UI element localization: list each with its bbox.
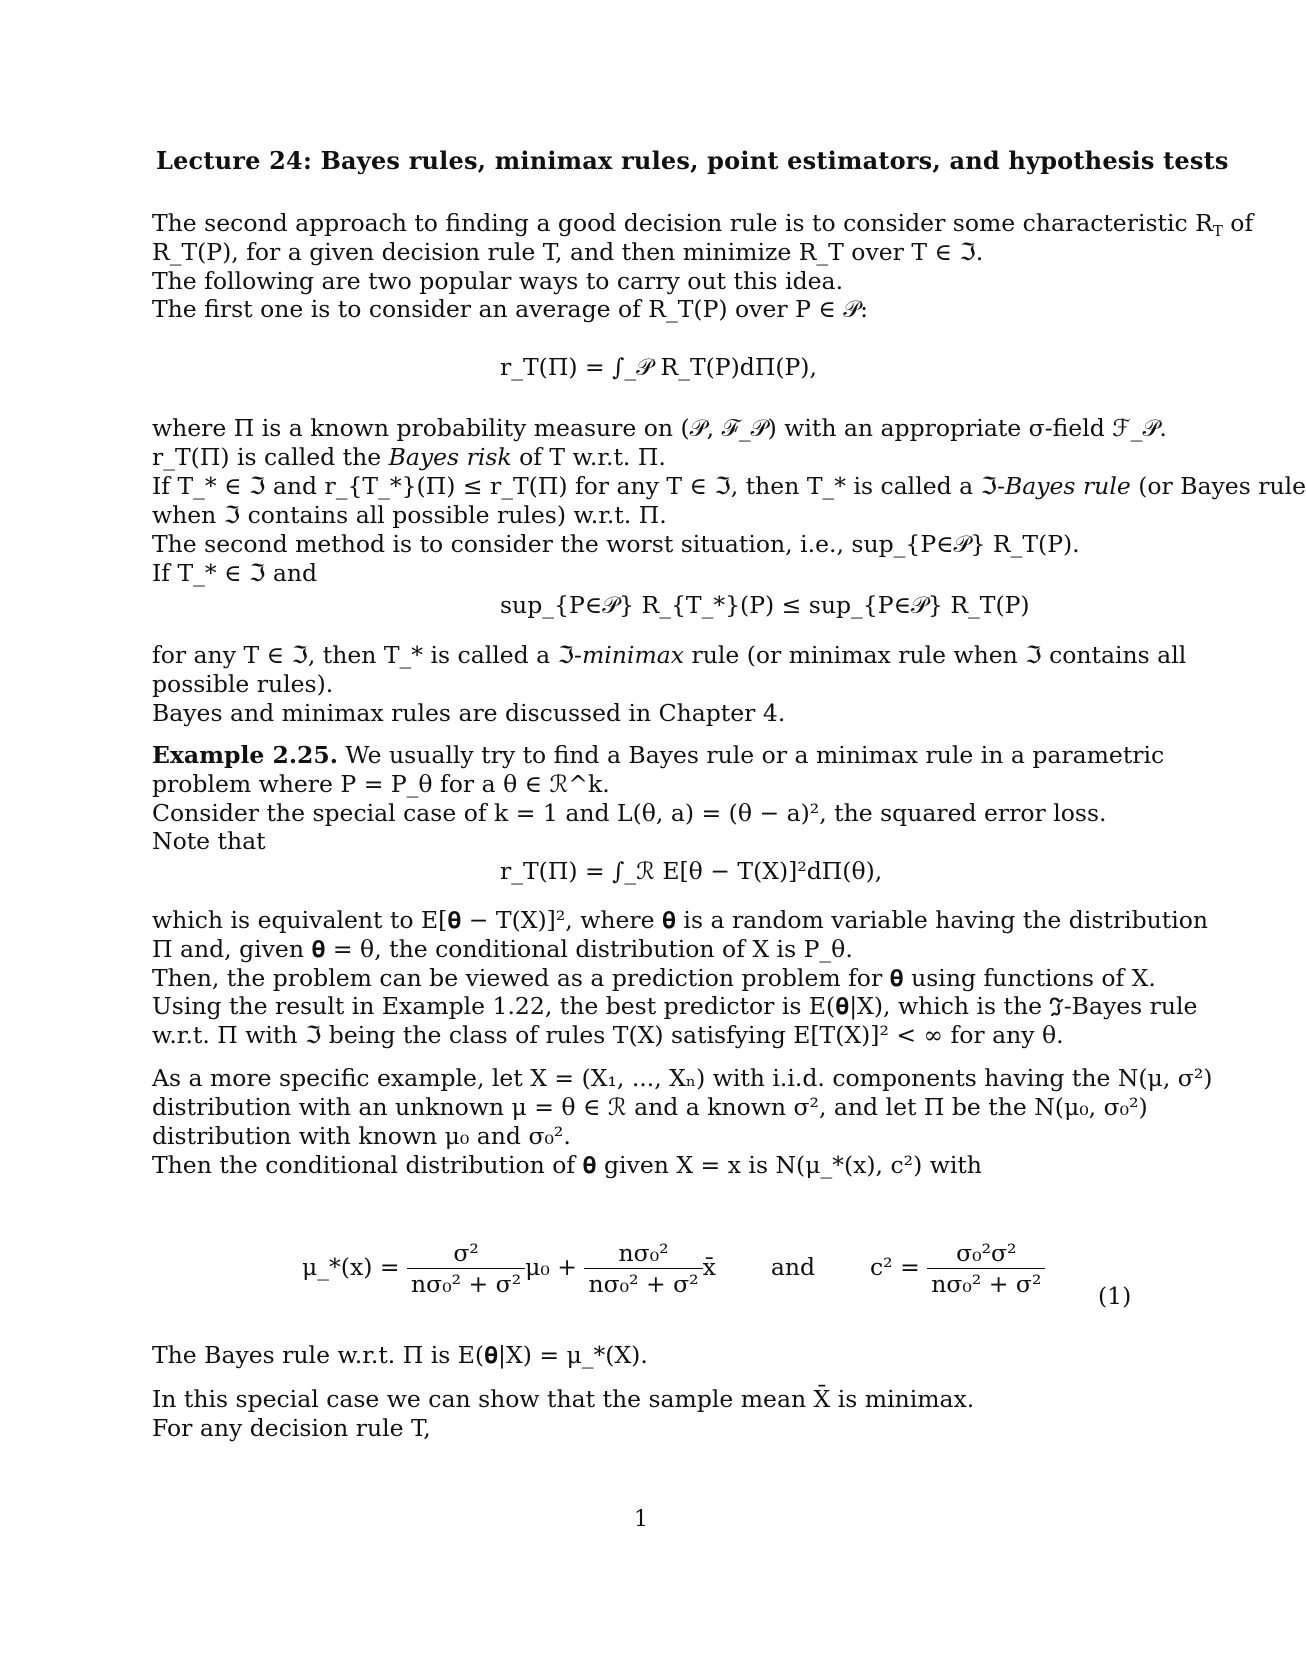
text: We usually try to find a Bayes rule or a minimax rule in a parametric bbox=[337, 741, 1165, 769]
eq1-fraction-3 bbox=[927, 1238, 1045, 1299]
eq1-xbar: x̄ bbox=[702, 1253, 716, 1281]
paragraph-line: distribution with an unknown μ = θ ∈ ℛ and a known σ², and let Π be the N(μ₀, σ₀²) bbox=[152, 1093, 1148, 1121]
paragraph-line: possible rules). bbox=[152, 670, 334, 698]
paragraph-line: If T_* ∈ ℑ and bbox=[152, 559, 318, 587]
paragraph-line: R_T(P), for a given decision rule T, and then minimize R_T over T ∈ ℑ. bbox=[152, 238, 984, 266]
fraction-numerator: σ₀²σ² bbox=[927, 1238, 1045, 1269]
paragraph-line: problem where P = P_θ for a θ ∈ ℛ^k. bbox=[152, 770, 610, 798]
paragraph-line bbox=[152, 471, 1306, 501]
fraction-denominator: nσ₀² + σ² bbox=[588, 1270, 699, 1298]
paragraph-line: For any decision rule T, bbox=[152, 1414, 431, 1442]
term-bayes-risk: Bayes risk bbox=[388, 443, 512, 471]
text: of bbox=[1222, 209, 1254, 237]
text: for any T ∈ ℑ, then T_* is called a ℑ- bbox=[152, 641, 582, 669]
page-title: Lecture 24: Bayes rules, minimax rules, point estimators, and hypothesis tests bbox=[156, 146, 1229, 175]
eq1-mid: μ₀ + bbox=[525, 1253, 577, 1281]
paragraph-line: Π and, given 𝛉 = θ, the conditional distribution of X is P_θ. bbox=[152, 935, 853, 963]
paragraph-line: The Bayes rule w.r.t. Π is E(𝛉|X) = μ_*(X). bbox=[152, 1341, 648, 1369]
term-bayes-rule: Bayes rule bbox=[1004, 472, 1131, 500]
paragraph-line: Consider the special case of k = 1 and L(θ, a) = (θ − a)², the squared error loss. bbox=[152, 799, 1107, 827]
paragraph-line: which is equivalent to E[𝛉 − T(X)]², where 𝛉 is a random variable having the distribution bbox=[152, 906, 1209, 934]
paragraph-line: when ℑ contains all possible rules) w.r.t. Π. bbox=[152, 501, 667, 529]
text: r_T(Π) is called the bbox=[152, 443, 389, 471]
eq1-and: and bbox=[770, 1253, 816, 1281]
text: T bbox=[1212, 222, 1223, 240]
fraction-numerator: nσ₀² bbox=[584, 1238, 702, 1269]
paragraph-line bbox=[152, 442, 666, 472]
eq1-lhs: μ_*(x) = bbox=[302, 1253, 400, 1281]
text: of T w.r.t. Π. bbox=[511, 443, 666, 471]
paragraph-line: Note that bbox=[152, 827, 266, 855]
text: The second approach to finding a good decision rule is to consider some characteristic R bbox=[152, 209, 1213, 237]
paragraph-line bbox=[152, 640, 1186, 670]
paragraph-line: As a more specific example, let X = (X₁, ..., Xₙ) with i.i.d. components having the N(μ, σ²) bbox=[152, 1064, 1213, 1092]
paragraph-line: Then the conditional distribution of 𝛉 given X = x is N(μ_*(x), c²) with bbox=[152, 1151, 982, 1179]
equation-number: (1) bbox=[1098, 1282, 1132, 1310]
page-number: 1 bbox=[634, 1507, 648, 1532]
text: rule (or minimax rule when ℑ contains all bbox=[684, 641, 1187, 669]
eq1-fraction-1 bbox=[407, 1238, 525, 1299]
example-label: Example 2.25. bbox=[152, 741, 338, 769]
paragraph-line: where Π is a known probability measure on (𝒫, ℱ_𝒫) with an appropriate σ-field ℱ_𝒫. bbox=[152, 414, 1167, 442]
eq1-c2: c² = bbox=[870, 1253, 920, 1281]
equation-minimax: sup_{P∈𝒫} R_{T_*}(P) ≤ sup_{P∈𝒫} R_T(P) bbox=[500, 591, 1030, 619]
equation-1 bbox=[302, 1238, 1045, 1299]
equation-bayes-risk: r_T(Π) = ∫_𝒫 R_T(P)dΠ(P), bbox=[500, 353, 817, 381]
paragraph-line: The first one is to consider an average of R_T(P) over P ∈ 𝒫: bbox=[152, 295, 869, 323]
fraction-numerator: σ² bbox=[407, 1238, 525, 1269]
fraction-denominator: nσ₀² + σ² bbox=[411, 1270, 522, 1298]
eq1-fraction-2 bbox=[584, 1238, 702, 1299]
paragraph-line: w.r.t. Π with ℑ being the class of rules T(X) satisfying E[T(X)]² < ∞ for any θ. bbox=[152, 1021, 1064, 1049]
text: If T_* ∈ ℑ and r_{T_*}(Π) ≤ r_T(Π) for any T ∈ ℑ, then T_* is called a ℑ- bbox=[152, 472, 1005, 500]
text: (or Bayes rule bbox=[1130, 472, 1306, 500]
example-heading-line bbox=[152, 740, 1164, 770]
equation-bayes-risk-theta: r_T(Π) = ∫_ℛ E[θ − T(X)]²dΠ(θ), bbox=[500, 857, 883, 885]
paragraph-line: Then, the problem can be viewed as a prediction problem for 𝛉 using functions of X. bbox=[152, 964, 1156, 992]
paragraph-line: The following are two popular ways to carry out this idea. bbox=[152, 267, 844, 295]
paragraph-line: Using the result in Example 1.22, the best predictor is E(𝛉|X), which is the ℑ-Bayes rule bbox=[152, 992, 1198, 1020]
paragraph-line: In this special case we can show that the sample mean X̄ is minimax. bbox=[152, 1385, 975, 1413]
paragraph-line: distribution with known μ₀ and σ₀². bbox=[152, 1122, 571, 1150]
paragraph-line: Bayes and minimax rules are discussed in Chapter 4. bbox=[152, 699, 786, 727]
term-minimax: minimax bbox=[582, 641, 684, 669]
fraction-denominator: nσ₀² + σ² bbox=[931, 1270, 1042, 1298]
paragraph-line: The second method is to consider the worst situation, i.e., sup_{P∈𝒫} R_T(P). bbox=[152, 530, 1080, 558]
